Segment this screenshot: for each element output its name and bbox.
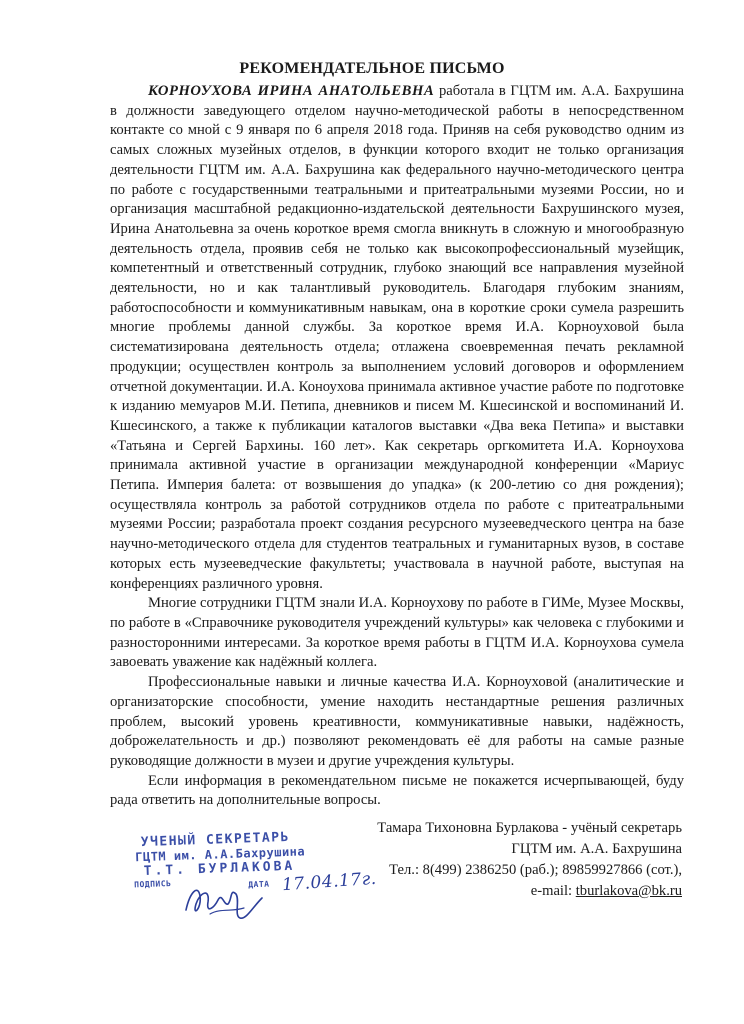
email-prefix: e-mail: (530, 883, 576, 899)
handwritten-signature-icon (180, 878, 270, 923)
signature-block (322, 818, 682, 902)
signer-phone: Тел.: 8(499) 2386250 (раб.); 89859927866 (сот.), (389, 862, 682, 878)
paragraph-2: Многие сотрудники ГЦТМ знали И.А. Корноухову по работе в ГИМе, Музее Москвы, по работе в «Справочнике руководителя учреждений культуры» как человека с глубокими и разносторонними интересами. За короткое время работы в ГЦТМ И.А. Корноухова сумела завоевать уважение как надёжный коллега. (110, 595, 684, 671)
letter-body (110, 82, 684, 811)
email-link[interactable]: tburlakova@bk.ru (575, 883, 682, 899)
candidate-name: КОРНОУХОВА ИРИНА АНАТОЛЬЕВНА (148, 83, 435, 99)
stamp-position: УЧЕНЫЙ СЕКРЕТАРЬ (140, 829, 291, 851)
letter-title: РЕКОМЕНДАТЕЛЬНОЕ ПИСЬМО (239, 60, 505, 77)
paragraph-1 (110, 82, 684, 594)
stamp-name: Т.Т. БУРЛАКОВА (143, 858, 296, 880)
paragraph-4: Если информация в рекомендательном письме не покажется исчерпывающей, буду рада ответить на дополнительные вопросы. (110, 772, 684, 809)
paragraph-3: Профессиональные навыки и личные качества И.А. Корноуховой (аналитические и организаторские способности, умение находить нестандартные решения различных проблем, высокий уровень креативности, коммуникативные навыки, надёжность, доброжелательность и др.) позволяют рекомендовать её для работы на самые разные руководящие должности в музеи и другие учреждения культуры. (110, 674, 684, 769)
stamp-date-label: ДАТА (248, 879, 270, 890)
signer-organization: ГЦТМ им. А.А. Бахрушина (511, 841, 682, 857)
signer-name: Тамара Тихоновна Бурлакова - учёный секретарь (377, 820, 682, 836)
paragraph-1-text: работала в ГЦТМ им. А.А. Бахрушина в должности заведующего отделом научно-методической работы в непосредственном контакте со мной с 9 января по 6 апреля 2018 года. Приняв на себя руководство одним из самых сложных музейных отделов, в функции которого входит не только организация деятельности ГЦТМ им. А.А. Бахрушина как федерального научно-методического центра по работе с государственными театральными и притеатральными музеями России, но и организация масштабной редакционно-издательской деятельности Бахрушинского музея, Ирина Анатольевна за очень короткое время смогла вникнуть в сложную и многообразную деятельность отдела, проявив себя не только как высокопрофессиональный музейщик, компетентный и ответственный сотрудник, глубоко знающий все направления музейной деятельности, но и как талантливый руководитель. Благодаря глубоким знаниям, работоспособности и коммуникативным навыкам, она в короткие сроки сумела разрешить многие проблемы данной службы. За короткое время И.А. Корноуховой была систематизирована деятельность отдела; отлажена своевременная печать рекламной продукции; осуществлен контроль за выполнением условий договоров и оформлением отчетной документации. И.А. Коноухова принимала активное участие работе по подготовке к изданию мемуаров М.И. Петипа, дневников и писем М. Кшесинской и воспоминаний И. Кшесинского, а также к публикации каталогов выставки «Два века Петипа» и выставки «Татьяна и Сергей Бархины. 160 лет». Как секретарь оргкомитета И.А. Корноухова принимала активной участие в организации международной конференции «Мариус Петипа. Империя балета: от возвышения до упадка» (к 200-летию со дня рождения); осуществляла контроль за работой сотрудников отдела по работе с притеатральными музеями России; разработала проект создания ресурсного музееведческого центра на базе научно-методического отдела для студентов театральных и гуманитарных вузов, в составе которых есть музееведческие факультеты; участвовала в научной работе, выступая на конференциях различного уровня. (110, 83, 684, 592)
stamp-signature-label: ПОДПИСЬ (134, 879, 172, 890)
stamp-organization: ГЦТМ им. А.А.Бахрушина (135, 844, 306, 865)
handwritten-date: 17.04.17г. (281, 868, 378, 896)
